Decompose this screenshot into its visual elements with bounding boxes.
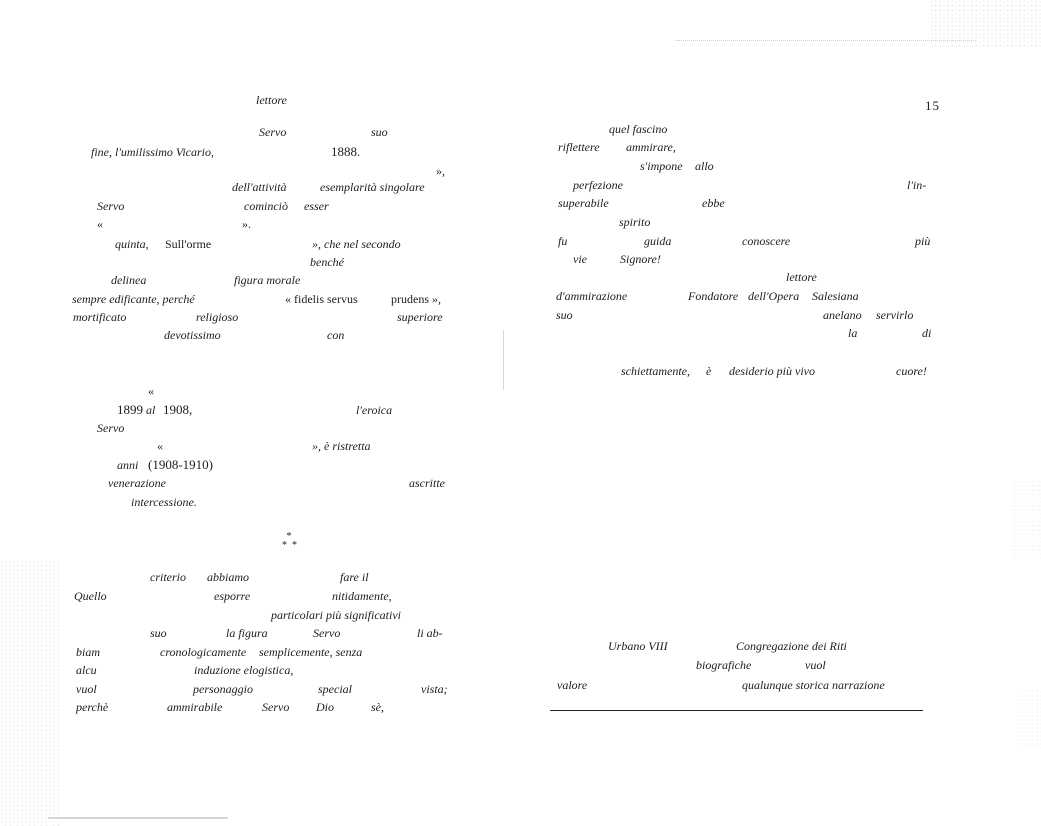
scan-noise [1015, 690, 1041, 750]
text-fragment: ammirabile [167, 700, 223, 714]
text-fragment: special [318, 682, 352, 696]
text-fragment: Servo [259, 125, 287, 139]
text-fragment: », [436, 164, 445, 178]
text-fragment: Quello [74, 589, 107, 603]
text-fragment: ascritte [409, 476, 445, 490]
text-fragment: biografiche [696, 658, 752, 672]
text-fragment: Servo [262, 700, 290, 714]
text-fragment: al [146, 403, 156, 417]
text-fragment: schiettamente, [621, 364, 690, 378]
text-fragment: », che nel secondo [312, 237, 401, 251]
text-fragment: conoscere [742, 234, 791, 248]
text-fragment: suo [556, 308, 573, 322]
text-fragment: più [915, 234, 931, 248]
text-fragment: superiore [397, 310, 443, 324]
text-fragment: lettore [786, 270, 817, 284]
text-fragment: Servo [97, 421, 125, 435]
text-fragment: cominciò [244, 199, 288, 213]
text-fragment: anni [117, 458, 139, 472]
text-fragment: allo [695, 159, 714, 173]
text-fragment: suo [150, 626, 167, 640]
text-fragment: vuol [805, 658, 826, 672]
text-fragment: prudens », [391, 292, 441, 306]
text-fragment: Servo [97, 199, 125, 213]
text-fragment: Congregazione dei Riti [736, 639, 847, 653]
text-fragment: 1888. [331, 144, 361, 159]
text-fragment: guida [644, 234, 672, 248]
text-fragment: 1899 [117, 402, 143, 417]
footnote-rule [550, 710, 923, 711]
text-fragment: alcu [76, 663, 97, 677]
text-fragment: religioso [196, 310, 239, 324]
text-fragment: nitidamente, [332, 589, 392, 603]
scan-edge-line [48, 817, 228, 819]
text-fragment: Urbano VIII [608, 639, 668, 653]
text-fragment: abbiamo [207, 570, 249, 584]
left-page [0, 0, 520, 826]
text-fragment: vuol [76, 682, 97, 696]
text-fragment: ». [242, 217, 251, 231]
text-fragment: valore [557, 678, 588, 692]
text-fragment: è [706, 364, 712, 378]
text-fragment: Sull'orme [165, 237, 212, 251]
text-fragment: Fondatore [688, 289, 739, 303]
text-fragment: benché [310, 255, 344, 269]
text-fragment: fu [558, 234, 568, 248]
text-fragment: devotissimo [164, 328, 221, 342]
text-fragment: fare il [340, 570, 369, 584]
text-fragment: mortificato [73, 310, 127, 324]
text-fragment: cronologicamente [160, 645, 247, 659]
text-fragment: venerazione [108, 476, 166, 490]
text-fragment: li ab- [417, 626, 443, 640]
text-fragment: esemplarità singolare [320, 180, 425, 194]
text-fragment: servirlo [876, 308, 914, 322]
text-fragment: « fidelis servus [285, 292, 358, 306]
page-gutter [500, 330, 506, 390]
scan-noise [1010, 480, 1041, 560]
text-fragment: dell'Opera [748, 289, 800, 303]
text-fragment: quinta, [115, 237, 149, 251]
text-fragment: l'in- [907, 178, 927, 192]
text-fragment: delinea [111, 273, 147, 287]
text-fragment: quel fascino [609, 122, 668, 136]
text-fragment: con [327, 328, 345, 342]
text-fragment: esser [304, 199, 329, 213]
text-fragment: vie [573, 252, 587, 266]
text-fragment: d'ammirazione [556, 289, 628, 303]
text-fragment: sempre edificante, perché [72, 292, 195, 306]
text-fragment: intercessione. [131, 495, 197, 509]
text-fragment: lettore [256, 93, 287, 107]
text-fragment: « [148, 384, 154, 398]
text-fragment: perfezione [573, 178, 623, 192]
text-fragment: Salesiana [812, 289, 859, 303]
text-fragment: particolari più significativi [271, 608, 401, 622]
text-fragment: semplicemente, senza [259, 645, 363, 659]
text-fragment: la [848, 326, 858, 340]
text-fragment: personaggio [193, 682, 253, 696]
text-fragment: (1908-1910) [148, 457, 213, 472]
text-fragment: « [157, 439, 163, 453]
text-fragment: Servo [313, 626, 341, 640]
text-fragment: s'impone [640, 159, 683, 173]
section-separator: * ** [282, 531, 302, 551]
page-number: 15 [925, 98, 940, 113]
text-fragment: di [922, 326, 932, 340]
right-page [520, 0, 1041, 826]
text-fragment: qualunque storica narrazione [742, 678, 885, 692]
text-fragment: biam [76, 645, 100, 659]
text-fragment: », è ristretta [312, 439, 371, 453]
text-fragment: la figura [226, 626, 268, 640]
text-fragment: desiderio più vivo [729, 364, 815, 378]
text-fragment: induzione elogistica, [194, 663, 294, 677]
text-fragment: dell'attività [232, 180, 287, 194]
text-fragment: riflettere [558, 140, 600, 154]
text-fragment: vista; [421, 682, 448, 696]
text-fragment: anelano [823, 308, 862, 322]
text-fragment: Signore! [620, 252, 661, 266]
text-fragment: sè, [371, 700, 384, 714]
text-fragment: spirito [619, 215, 651, 229]
text-fragment: ebbe [702, 196, 725, 210]
text-fragment: ammirare, [626, 140, 676, 154]
text-fragment: 1908, [163, 402, 193, 417]
text-fragment: figura morale [234, 273, 301, 287]
text-fragment: superabile [558, 196, 609, 210]
text-fragment: suo [371, 125, 388, 139]
text-fragment: cuore! [896, 364, 927, 378]
text-fragment: criterio [150, 570, 186, 584]
text-fragment: l'eroica [356, 403, 393, 417]
scan-noise [0, 560, 60, 826]
text-fragment: « [97, 217, 103, 231]
text-fragment: Dio [316, 700, 334, 714]
text-fragment: perchè [76, 700, 109, 714]
scan-edge-line [676, 40, 976, 41]
text-fragment: esporre [214, 589, 251, 603]
text-fragment: fine, l'umilissimo Vicario, [91, 145, 215, 159]
